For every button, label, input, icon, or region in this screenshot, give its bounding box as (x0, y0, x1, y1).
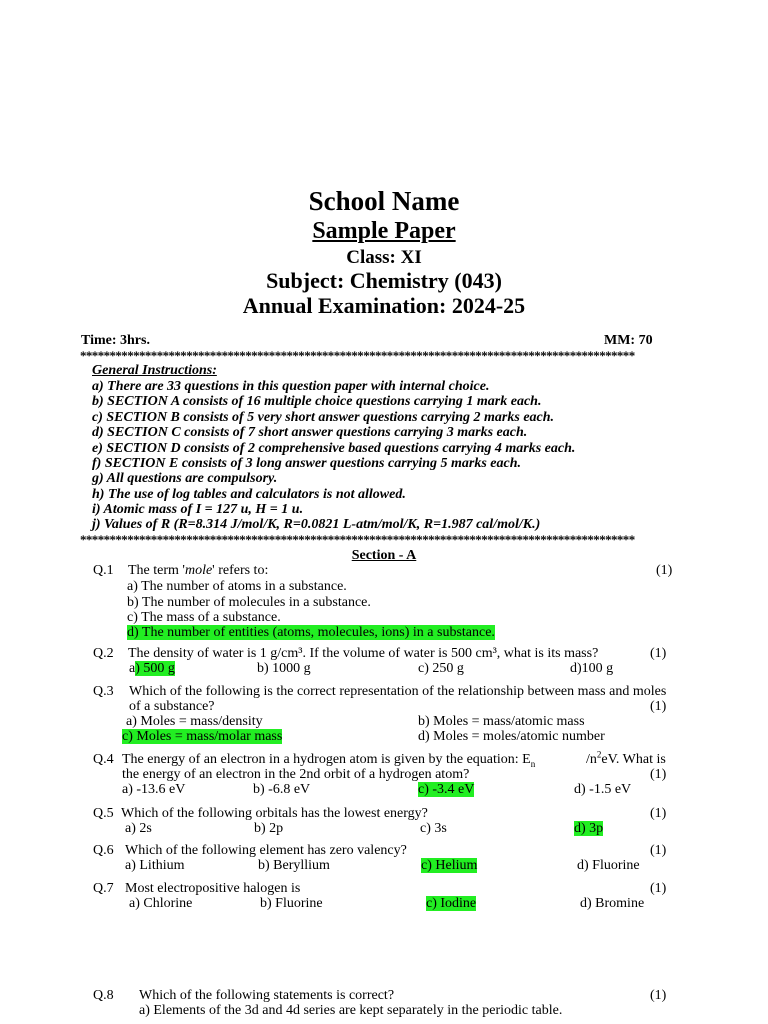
question-text: Which of the following is the correct representation of the relationship between mass and moles (129, 684, 667, 699)
option-d: d) Moles = moles/atomic number (418, 729, 605, 744)
option-b: b) 1000 g (257, 661, 311, 676)
option-d: d) Bromine (580, 896, 645, 911)
question-text: Which of the following statements is correct? (139, 988, 395, 1003)
option-a-answer: a) 500 g (129, 661, 175, 676)
option-b: b) Moles = mass/atomic mass (418, 714, 585, 729)
instruction-item: f) SECTION E consists of 3 long answer questions carrying 5 marks each. (92, 456, 522, 471)
instruction-item: e) SECTION D consists of 2 comprehensive based questions carrying 4 marks each. (92, 441, 576, 456)
question-mark: (1) (650, 806, 667, 821)
instructions-heading: General Instructions: (92, 363, 217, 378)
option-d-answer: d) 3p (574, 821, 604, 836)
instruction-item: h) The use of log tables and calculators is not allowed. (92, 487, 406, 502)
question-mark: (1) (650, 881, 667, 896)
question-number: Q.5 (93, 806, 114, 821)
question-mark: (1) (650, 843, 667, 858)
question-mark: (1) (650, 767, 667, 782)
question-number: Q.4 (93, 752, 114, 767)
option-c-answer: c) -3.4 eV (418, 782, 475, 797)
question-mark: (1) (656, 563, 673, 578)
question-text: The energy of an electron in a hydrogen atom is given by the equation: $E_n$ (122, 752, 536, 769)
exam-label: Annual Examination: 2024-25 (242, 293, 526, 318)
question-number: Q.6 (93, 843, 114, 858)
instruction-item: j) Values of R (R=8.314 J/mol/K, R=0.0821 L-atm/mol/K, R=1.987 cal/mol/K.) (92, 517, 541, 532)
question-number: Q.7 (93, 881, 114, 896)
option-b: b) Beryllium (258, 858, 330, 873)
option-b: b) The number of molecules in a substance. (127, 595, 371, 610)
question-text-cont: of a substance? (129, 699, 215, 714)
instruction-item: a) There are 33 questions in this question paper with internal choice. (92, 379, 490, 394)
option-b: b) 2p (254, 821, 284, 836)
paper-title: Sample Paper (312, 218, 456, 244)
option-b: b) -6.8 eV (253, 782, 311, 797)
class-label: Class: XI (346, 247, 422, 268)
instruction-item: c) SECTION B consists of 5 very short answer questions carrying 2 marks each. (92, 410, 555, 425)
question-number: Q.2 (93, 646, 114, 661)
option-a: a) Lithium (125, 858, 185, 873)
option-d-answer: d) The number of entities (atoms, molecules, ions) in a substance. (127, 625, 495, 640)
option-a: a) 2s (125, 821, 152, 836)
question-text: The term 'mole' refers to: (128, 563, 269, 578)
question-text: Most electropositive halogen is (125, 881, 301, 896)
option-c-answer: c) Moles = mass/molar mass (122, 729, 283, 744)
option-d: d)100 g (570, 661, 614, 676)
school-name: School Name (308, 186, 460, 216)
instruction-item: d) SECTION C consists of 7 short answer questions carrying 3 marks each. (92, 425, 528, 440)
option-a: a) Moles = mass/density (126, 714, 263, 729)
question-number: Q.1 (93, 563, 114, 578)
section-title: Section - A (351, 548, 417, 563)
subject-label: Subject: Chemistry (043) (266, 268, 502, 293)
option-a: a) Elements of the 3d and 4d series are kept separately in the periodic table. (139, 1003, 563, 1018)
question-mark: (1) (650, 699, 667, 714)
option-c-answer: c) Helium (421, 858, 478, 873)
option-a: a) Chlorine (129, 896, 193, 911)
separator-top: ********************************************************************************************** (80, 348, 635, 363)
max-marks: MM: 70 (604, 333, 653, 348)
option-c-answer: c) Iodine (426, 896, 477, 911)
question-number: Q.8 (93, 988, 114, 1003)
question-text-formula: $/n^2eV$. What is (586, 749, 666, 767)
question-number: Q.3 (93, 684, 114, 699)
question-mark: (1) (650, 988, 667, 1003)
option-c: c) 3s (420, 821, 447, 836)
question-text-cont: the energy of an electron in the 2nd orbit of a hydrogen atom? (122, 767, 470, 782)
question-text: The density of water is 1 g/cm³. If the volume of water is 500 cm³, what is its mass? (128, 646, 599, 661)
question-text: Which of the following orbitals has the lowest energy? (121, 806, 428, 821)
option-d: d) -1.5 eV (574, 782, 632, 797)
option-a: a) -13.6 eV (122, 782, 186, 797)
option-c: c) 250 g (418, 661, 464, 676)
instruction-item: b) SECTION A consists of 16 multiple choice questions carrying 1 mark each. (92, 394, 542, 409)
option-d: d) Fluorine (577, 858, 640, 873)
option-a: a) The number of atoms in a substance. (127, 579, 347, 594)
time-label: Time: 3hrs. (81, 333, 150, 348)
instruction-item: g) All questions are compulsory. (92, 471, 278, 486)
option-c: c) The mass of a substance. (127, 610, 281, 625)
question-mark: (1) (650, 646, 667, 661)
separator-bottom: ********************************************************************************************** (80, 532, 635, 547)
question-text: Which of the following element has zero valency? (125, 843, 407, 858)
option-b: b) Fluorine (260, 896, 323, 911)
instruction-item: i) Atomic mass of I = 127 u, H = 1 u. (92, 502, 304, 517)
